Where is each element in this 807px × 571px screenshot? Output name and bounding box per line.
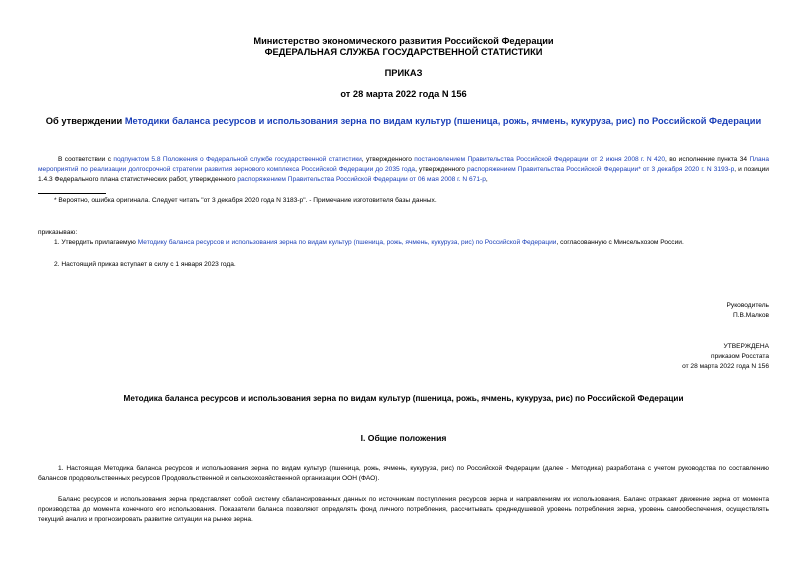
- preamble-text-3: , во исполнение пункта 34: [664, 156, 750, 163]
- methodology-heading: Методика баланса ресурсов и использования зерна по видам культур (пшеница, рожь, ячмень, кукуруза, рис) по Российской Федерации: [123, 394, 684, 403]
- doc-date-heading: от 28 марта 2022 года N 156: [340, 89, 467, 99]
- action-plan-link[interactable]: Плана мероприятий по реализации долгосрочной стратегии развития зернового комплекса Российской Федерации до 2035 года: [38, 156, 769, 173]
- preamble-text-1: В соответствии с: [58, 156, 114, 163]
- section-heading: I. Общие положения: [360, 433, 447, 443]
- order-item-1-text: 1. Утвердить прилагаемую: [54, 239, 138, 246]
- order-lead: приказываю:: [38, 229, 78, 236]
- preamble-text-6: ,: [485, 176, 488, 183]
- footnote-rule: [38, 193, 106, 194]
- resolution-link[interactable]: постановлением Правительства Российской Федерации от 2 июня 2008 г. N 420: [414, 156, 665, 163]
- methodology-title-link[interactable]: Методики баланса ресурсов и использования зерна по видам культур (пшеница, рожь, ячмень, кукуруза, рис) по Российской Федерации: [124, 116, 762, 126]
- preamble-text-5: , и позиции 1.4.3 Федерального плана статистических работ, утвержденного: [38, 166, 769, 183]
- order-671-link[interactable]: распоряжением Правительства Российской Федерации от 06 мая 2008 г. N 671-р: [237, 176, 486, 183]
- preamble-text-4: , утвержденного: [415, 166, 468, 173]
- agency-heading: ФЕДЕРАЛЬНАЯ СЛУЖБА ГОСУДАРСТВЕННОЙ СТАТИСТИКИ: [264, 47, 543, 57]
- order-item-1: [54, 238, 769, 248]
- approval-stamp-1: УТВЕРЖДЕНА: [723, 343, 769, 350]
- preamble-text-2: , утвержденного: [361, 156, 415, 163]
- order-title-prefix: Об утверждении: [45, 116, 125, 126]
- order-item-1-tail: , согласованную с Минсельхозом России.: [556, 239, 684, 246]
- methodology-link[interactable]: Методику баланса ресурсов и использования зерна по видам культур (пшеница, рожь, ячмень, кукуруза, рис) по Российской Федерации: [137, 239, 557, 246]
- section-paragraph-2: Баланс ресурсов и использования зерна представляет собой систему сбалансированных данных по источникам поступления ресурсов зерна и направлениям их использования. Баланс отражает движение зерна от момента производства до момента конечного его использования. Показатели баланса позволяют определять фонд личного потребления, рассчитывать среднедушевой уровень потребления зерна, уровень самообеспечения, осуществлять текущий анализ и прогнозировать развитие ситуации на рынке зерна.: [38, 496, 769, 523]
- preamble-paragraph: [38, 155, 769, 185]
- regulation-link[interactable]: подпунктом 5.8 Положения о Федеральной службе государственной статистики: [113, 156, 362, 163]
- order-item-2: 2. Настоящий приказ вступает в силу с 1 января 2023 года.: [54, 261, 236, 268]
- ministry-heading: Министерство экономического развития Российской Федерации: [253, 36, 554, 46]
- footnote-text: * Вероятно, ошибка оригинала. Следует читать "от 3 декабря 2020 года N 3183-р". - Примечание изготовителя базы данных.: [54, 197, 437, 204]
- approval-stamp-3: от 28 марта 2022 года N 156: [682, 363, 769, 370]
- signature-name: П.В.Малков: [732, 312, 769, 319]
- approval-stamp-2: приказом Росстата: [711, 353, 769, 360]
- order-title: [0, 116, 807, 127]
- order-3193-link[interactable]: распоряжением Правительства Российской Федерации* от 3 декабря 2020 г. N 3193-р: [467, 166, 735, 173]
- section-paragraph-1: 1. Настоящая Методика баланса ресурсов и использования зерна по видам культур (пшеница, рожь, ячмень, кукуруза, рис) по Российской Федерации (далее - Методика) разработана с учетом руководства по составлению балансов продовольственных ресурсов Продовольственной и сельскохозяйственной организации ООН (ФАО).: [38, 465, 769, 482]
- signature-role: Руководитель: [726, 302, 769, 309]
- doc-type-heading: ПРИКАЗ: [384, 68, 423, 78]
